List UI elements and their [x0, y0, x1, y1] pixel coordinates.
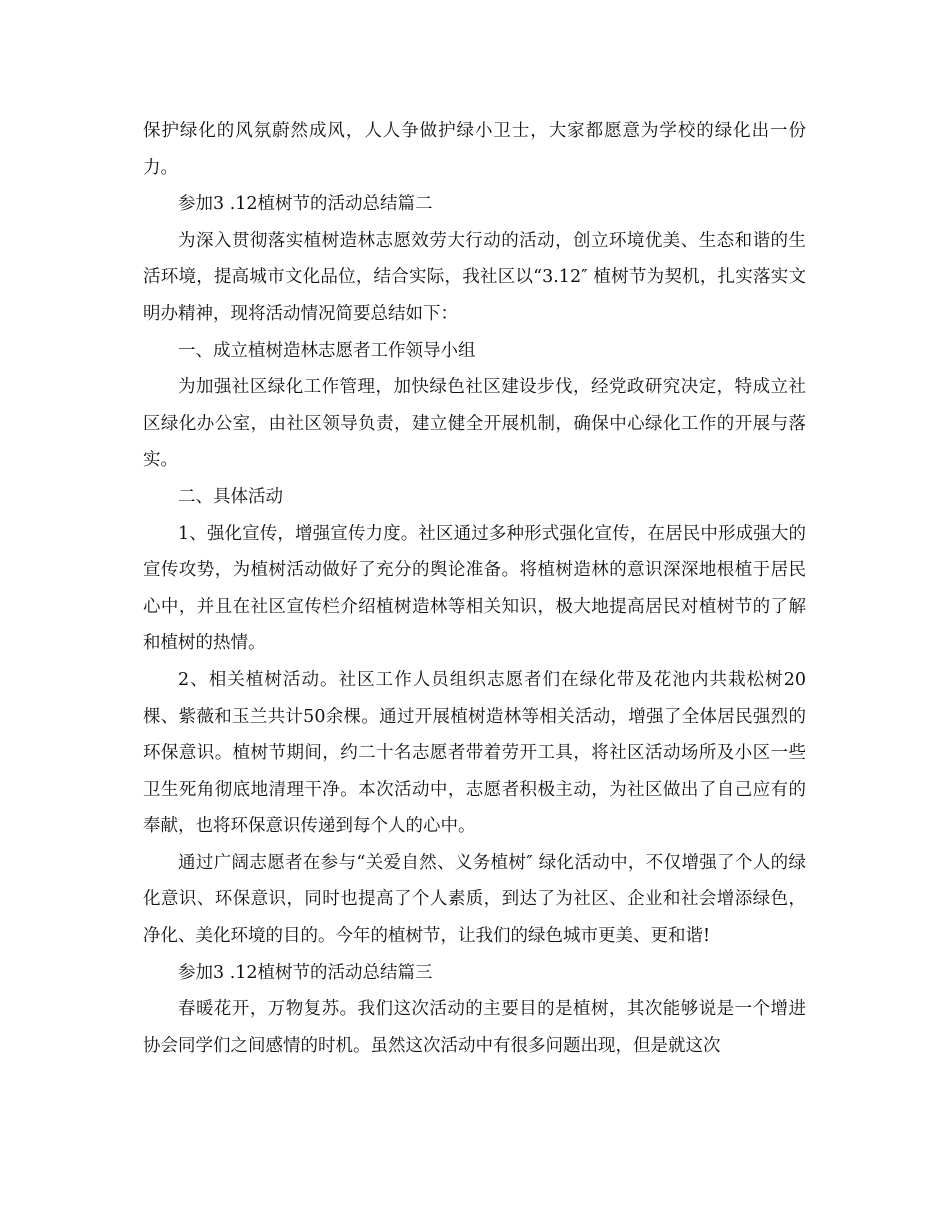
section-heading-part-two: 参加3 .12植树节的活动总结篇二	[178, 194, 433, 215]
document-body	[143, 113, 806, 1064]
paragraph-continuation: 保护绿化的风氛蔚然成风，人人争做护绿小卫士，大家都愿意为学校的绿化出一份力。	[143, 121, 806, 178]
subheading-specific-activities: 二、具体活动	[178, 486, 283, 507]
paragraph-part-three-intro: 春暖花开，万物复苏。我们这次活动的主要目的是植树，其次能够说是一个增进协会同学们之间感情的时机。虽然这次活动中有很多问题出现，但是就这次	[143, 999, 806, 1056]
paragraph-intro: 为深入贯彻落实植树造林志愿效劳大行动的活动，创立环境优美、生态和谐的生活环境，提高城市文化品位，结合实际，我社区以“3.12″ 植树节为契机，扎实落实文明办精神，现将活动情况简要总结如下：	[143, 230, 806, 324]
paragraph-publicity: 1、强化宣传，增强宣传力度。社区通过多种形式强化宣传，在居民中形成强大的宣传攻势，为植树活动做好了充分的舆论准备。将植树造林的意识深深地根植于居民心中，并且在社区宣传栏介绍植树造林等相关知识，极大地提高居民对植树节的了解和植树的热情。	[143, 523, 806, 654]
section-heading-part-three: 参加3 .12植树节的活动总结篇三	[178, 962, 433, 983]
paragraph-planting-activities: 2、相关植树活动。社区工作人员组织志愿者们在绿化带及花池内共栽松树20棵、紫薇和玉兰共计50余棵。通过开展植树造林等相关活动，增强了全体居民强烈的环保意识。植树节期间，约二十名志愿者带着劳开工具，将社区活动场所及小区一些卫生死角彻底地清理干净。本次活动中，志愿者积极主动，为社区做出了自己应有的奉献，也将环保意识传递到每个人的心中。	[143, 669, 806, 837]
paragraph-leadership: 为加强社区绿化工作管理，加快绿色社区建设步伐，经党政研究决定，特成立社区绿化办公室，由社区领导负责，建立健全开展机制，确保中心绿化工作的开展与落实。	[143, 377, 806, 471]
paragraph-conclusion: 通过广阔志愿者在参与“关爱自然、义务植树″ 绿化活动中，不仅增强了个人的绿化意识、环保意识，同时也提高了个人素质，到达了为社区、企业和社会增添绿色，净化、美化环境的目的。今年的植树节，让我们的绿色城市更美、更和谐!	[143, 852, 806, 947]
subheading-leadership-group: 一、成立植树造林志愿者工作领导小组	[178, 340, 476, 361]
